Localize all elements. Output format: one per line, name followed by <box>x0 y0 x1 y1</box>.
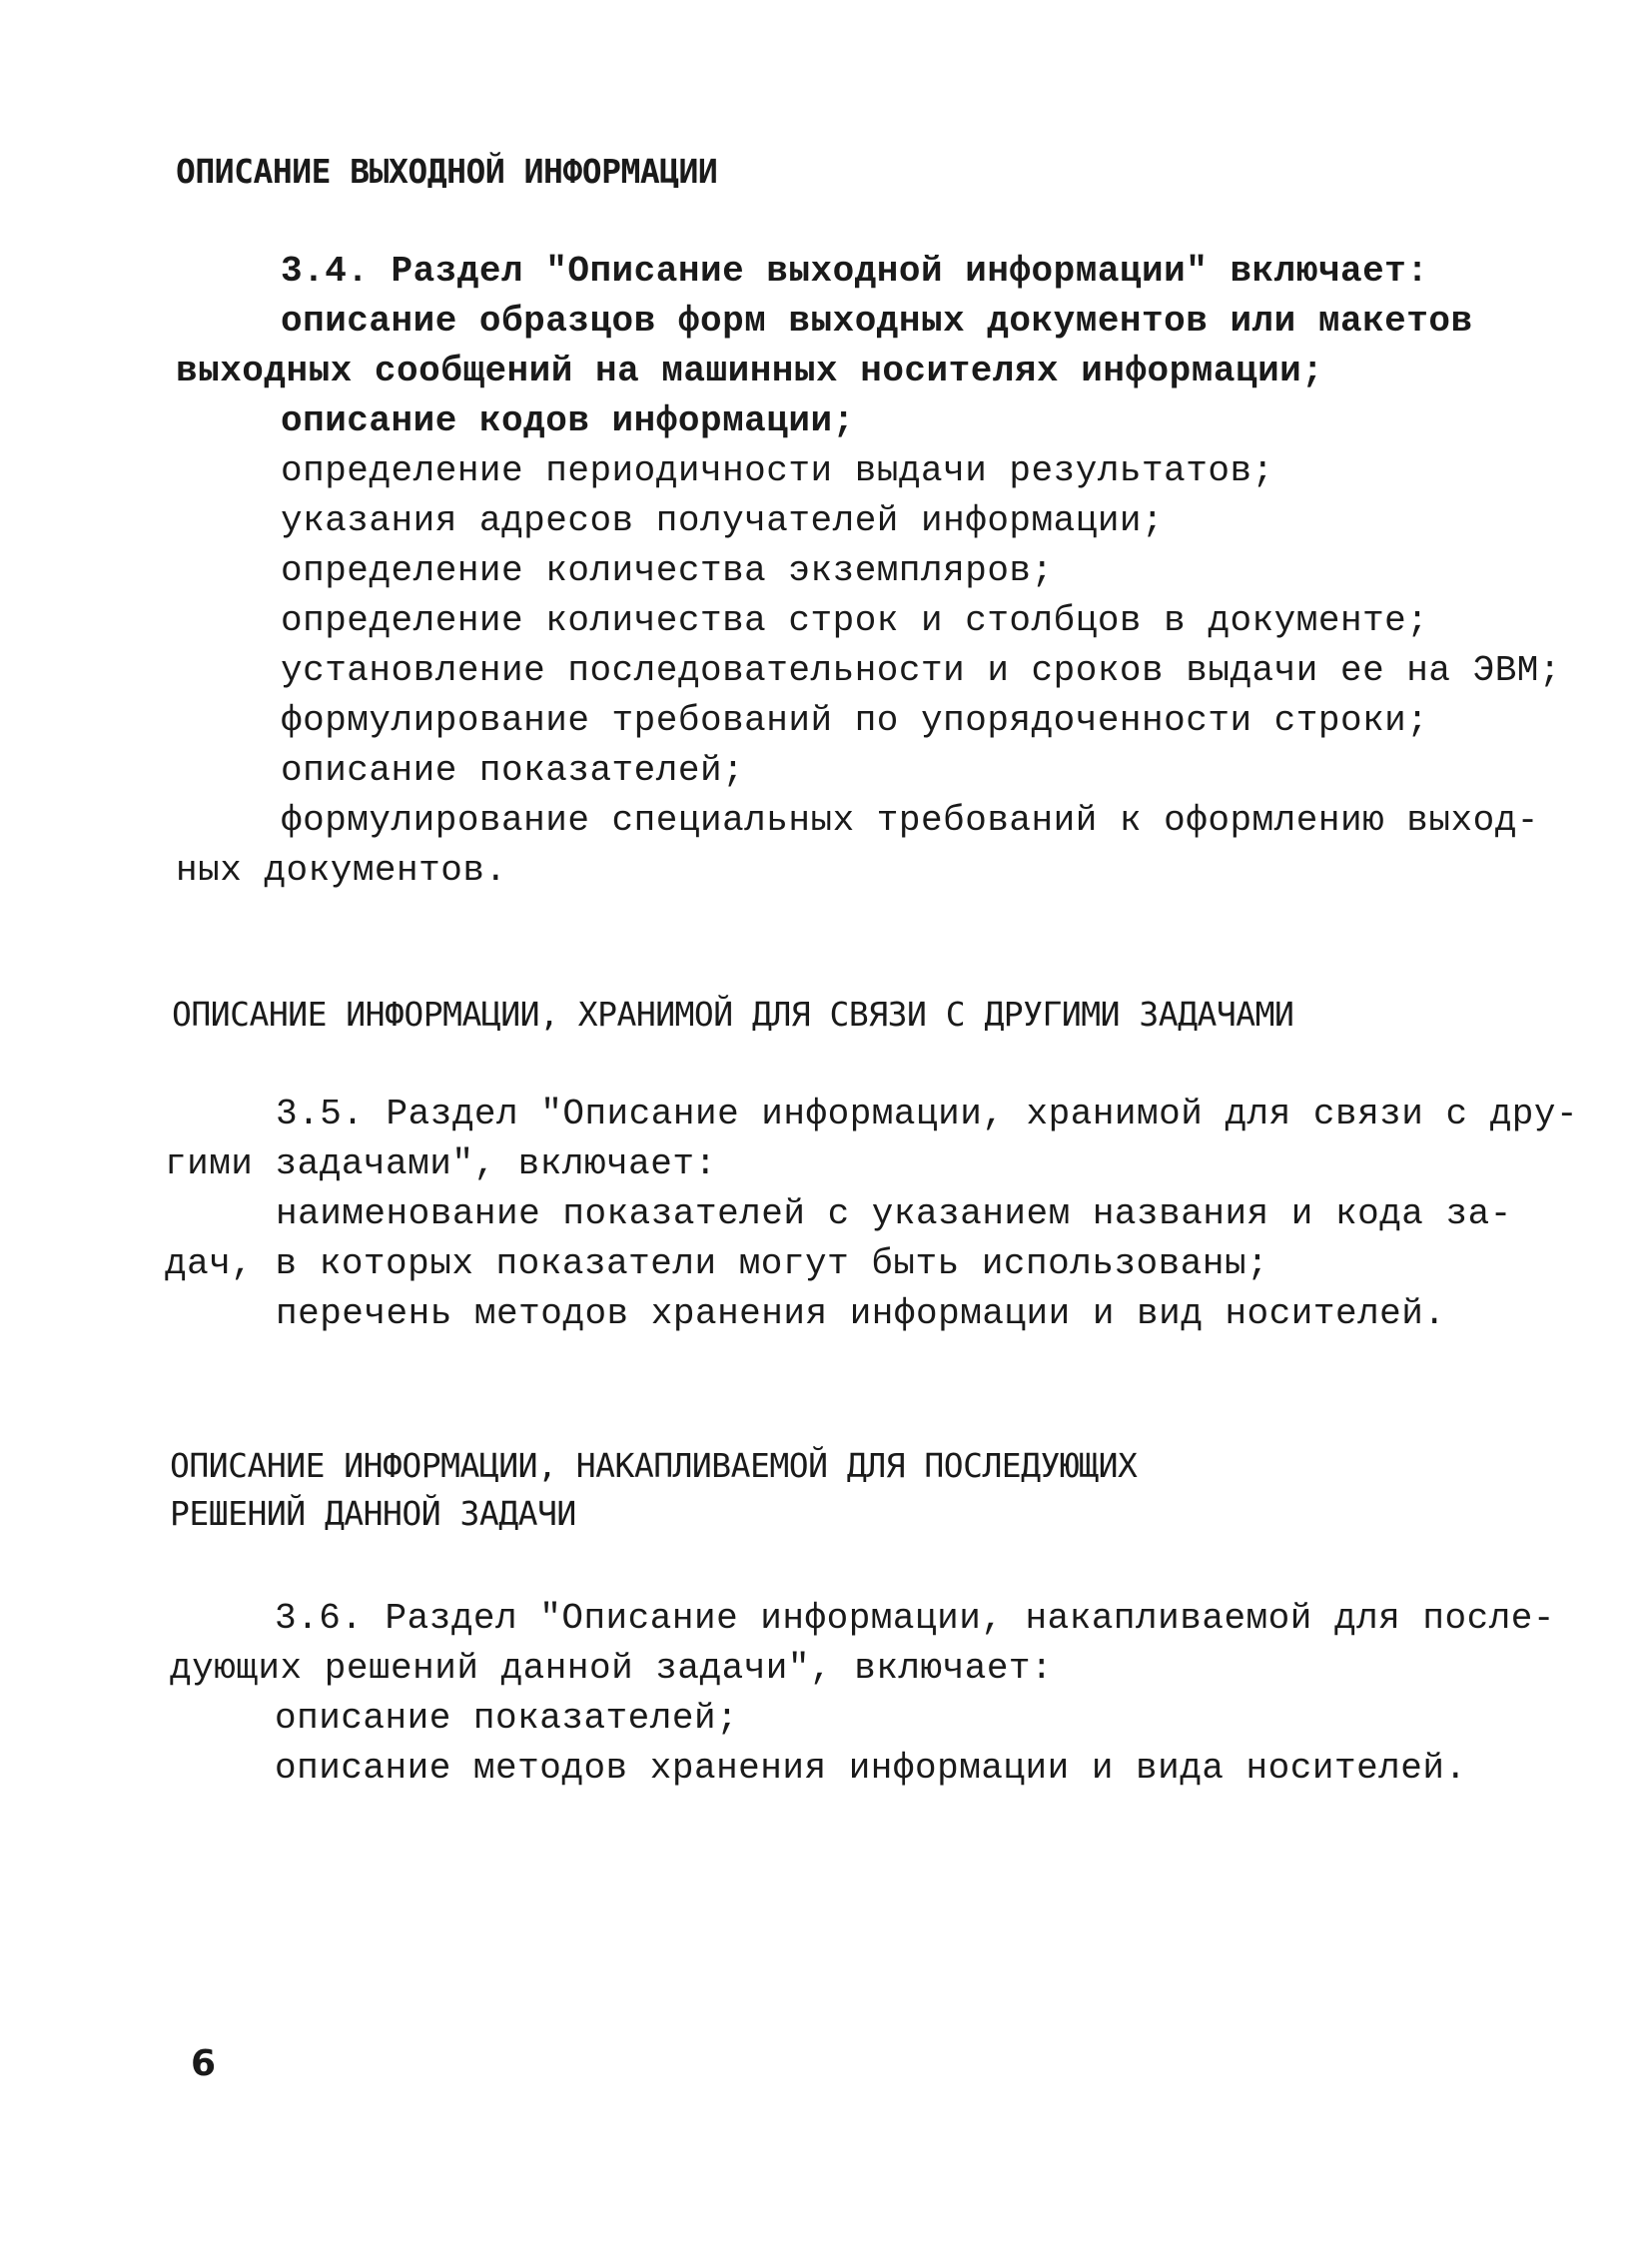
paragraph-line: формулирование специальных требований к оформлению выход- <box>281 800 1539 841</box>
section-heading-accumulated-info: ОПИСАНИЕ ИНФОРМАЦИИ, НАКАПЛИВАЕМОЙ ДЛЯ ПОСЛЕДУЮЩИХ <box>170 1446 1138 1485</box>
paragraph-line: 3.5. Раздел "Описание информации, хранимой для связи с дру- <box>276 1094 1579 1134</box>
paragraph-line: описание методов хранения информации и вида носителей. <box>275 1748 1467 1789</box>
paragraph-line: дующих решений данной задачи", включает: <box>170 1648 1054 1689</box>
paragraph-line: описание показателей; <box>281 750 745 791</box>
paragraph-line: перечень методов хранения информации и вид носителей. <box>276 1293 1446 1334</box>
paragraph-line: описание показателей; <box>275 1698 739 1739</box>
section-heading-output-info: ОПИСАНИЕ ВЫХОДНОЙ ИНФОРМАЦИИ <box>176 152 718 191</box>
page-number: 6 <box>191 2043 217 2084</box>
paragraph-line: описание образцов форм выходных документов или макетов <box>281 301 1473 342</box>
paragraph-line: дач, в которых показатели могут быть использованы; <box>165 1243 1269 1284</box>
paragraph-line: ных документов. <box>176 850 507 891</box>
paragraph-line: формулирование требований по упорядоченности строки; <box>281 700 1429 741</box>
paragraph-line: гими задачами", включает: <box>165 1143 717 1184</box>
paragraph-line: 3.4. Раздел "Описание выходной информации" включает: <box>281 251 1429 292</box>
paragraph-line: указания адресов получателей информации; <box>281 500 1165 541</box>
paragraph-line: определение количества строк и столбцов в документе; <box>281 600 1429 641</box>
section-heading-accumulated-info-cont: РЕШЕНИЙ ДАННОЙ ЗАДАЧИ <box>170 1494 576 1533</box>
paragraph-line: выходных сообщений на машинных носителях информации; <box>176 351 1324 391</box>
section-heading-stored-info: ОПИСАНИЕ ИНФОРМАЦИИ, ХРАНИМОЙ ДЛЯ СВЯЗИ С ДРУГИМИ ЗАДАЧАМИ <box>172 995 1294 1034</box>
paragraph-line: наименование показателей с указанием названия и кода за- <box>276 1193 1512 1234</box>
paragraph-line: определение периодичности выдачи результатов; <box>281 450 1274 491</box>
paragraph-line: 3.6. Раздел "Описание информации, накапливаемой для после- <box>275 1598 1556 1639</box>
paragraph-line: установление последовательности и сроков выдачи ее на ЭВМ; <box>281 650 1562 691</box>
paragraph-line: описание кодов информации; <box>281 400 855 441</box>
paragraph-line: определение количества экземпляров; <box>281 550 1054 591</box>
